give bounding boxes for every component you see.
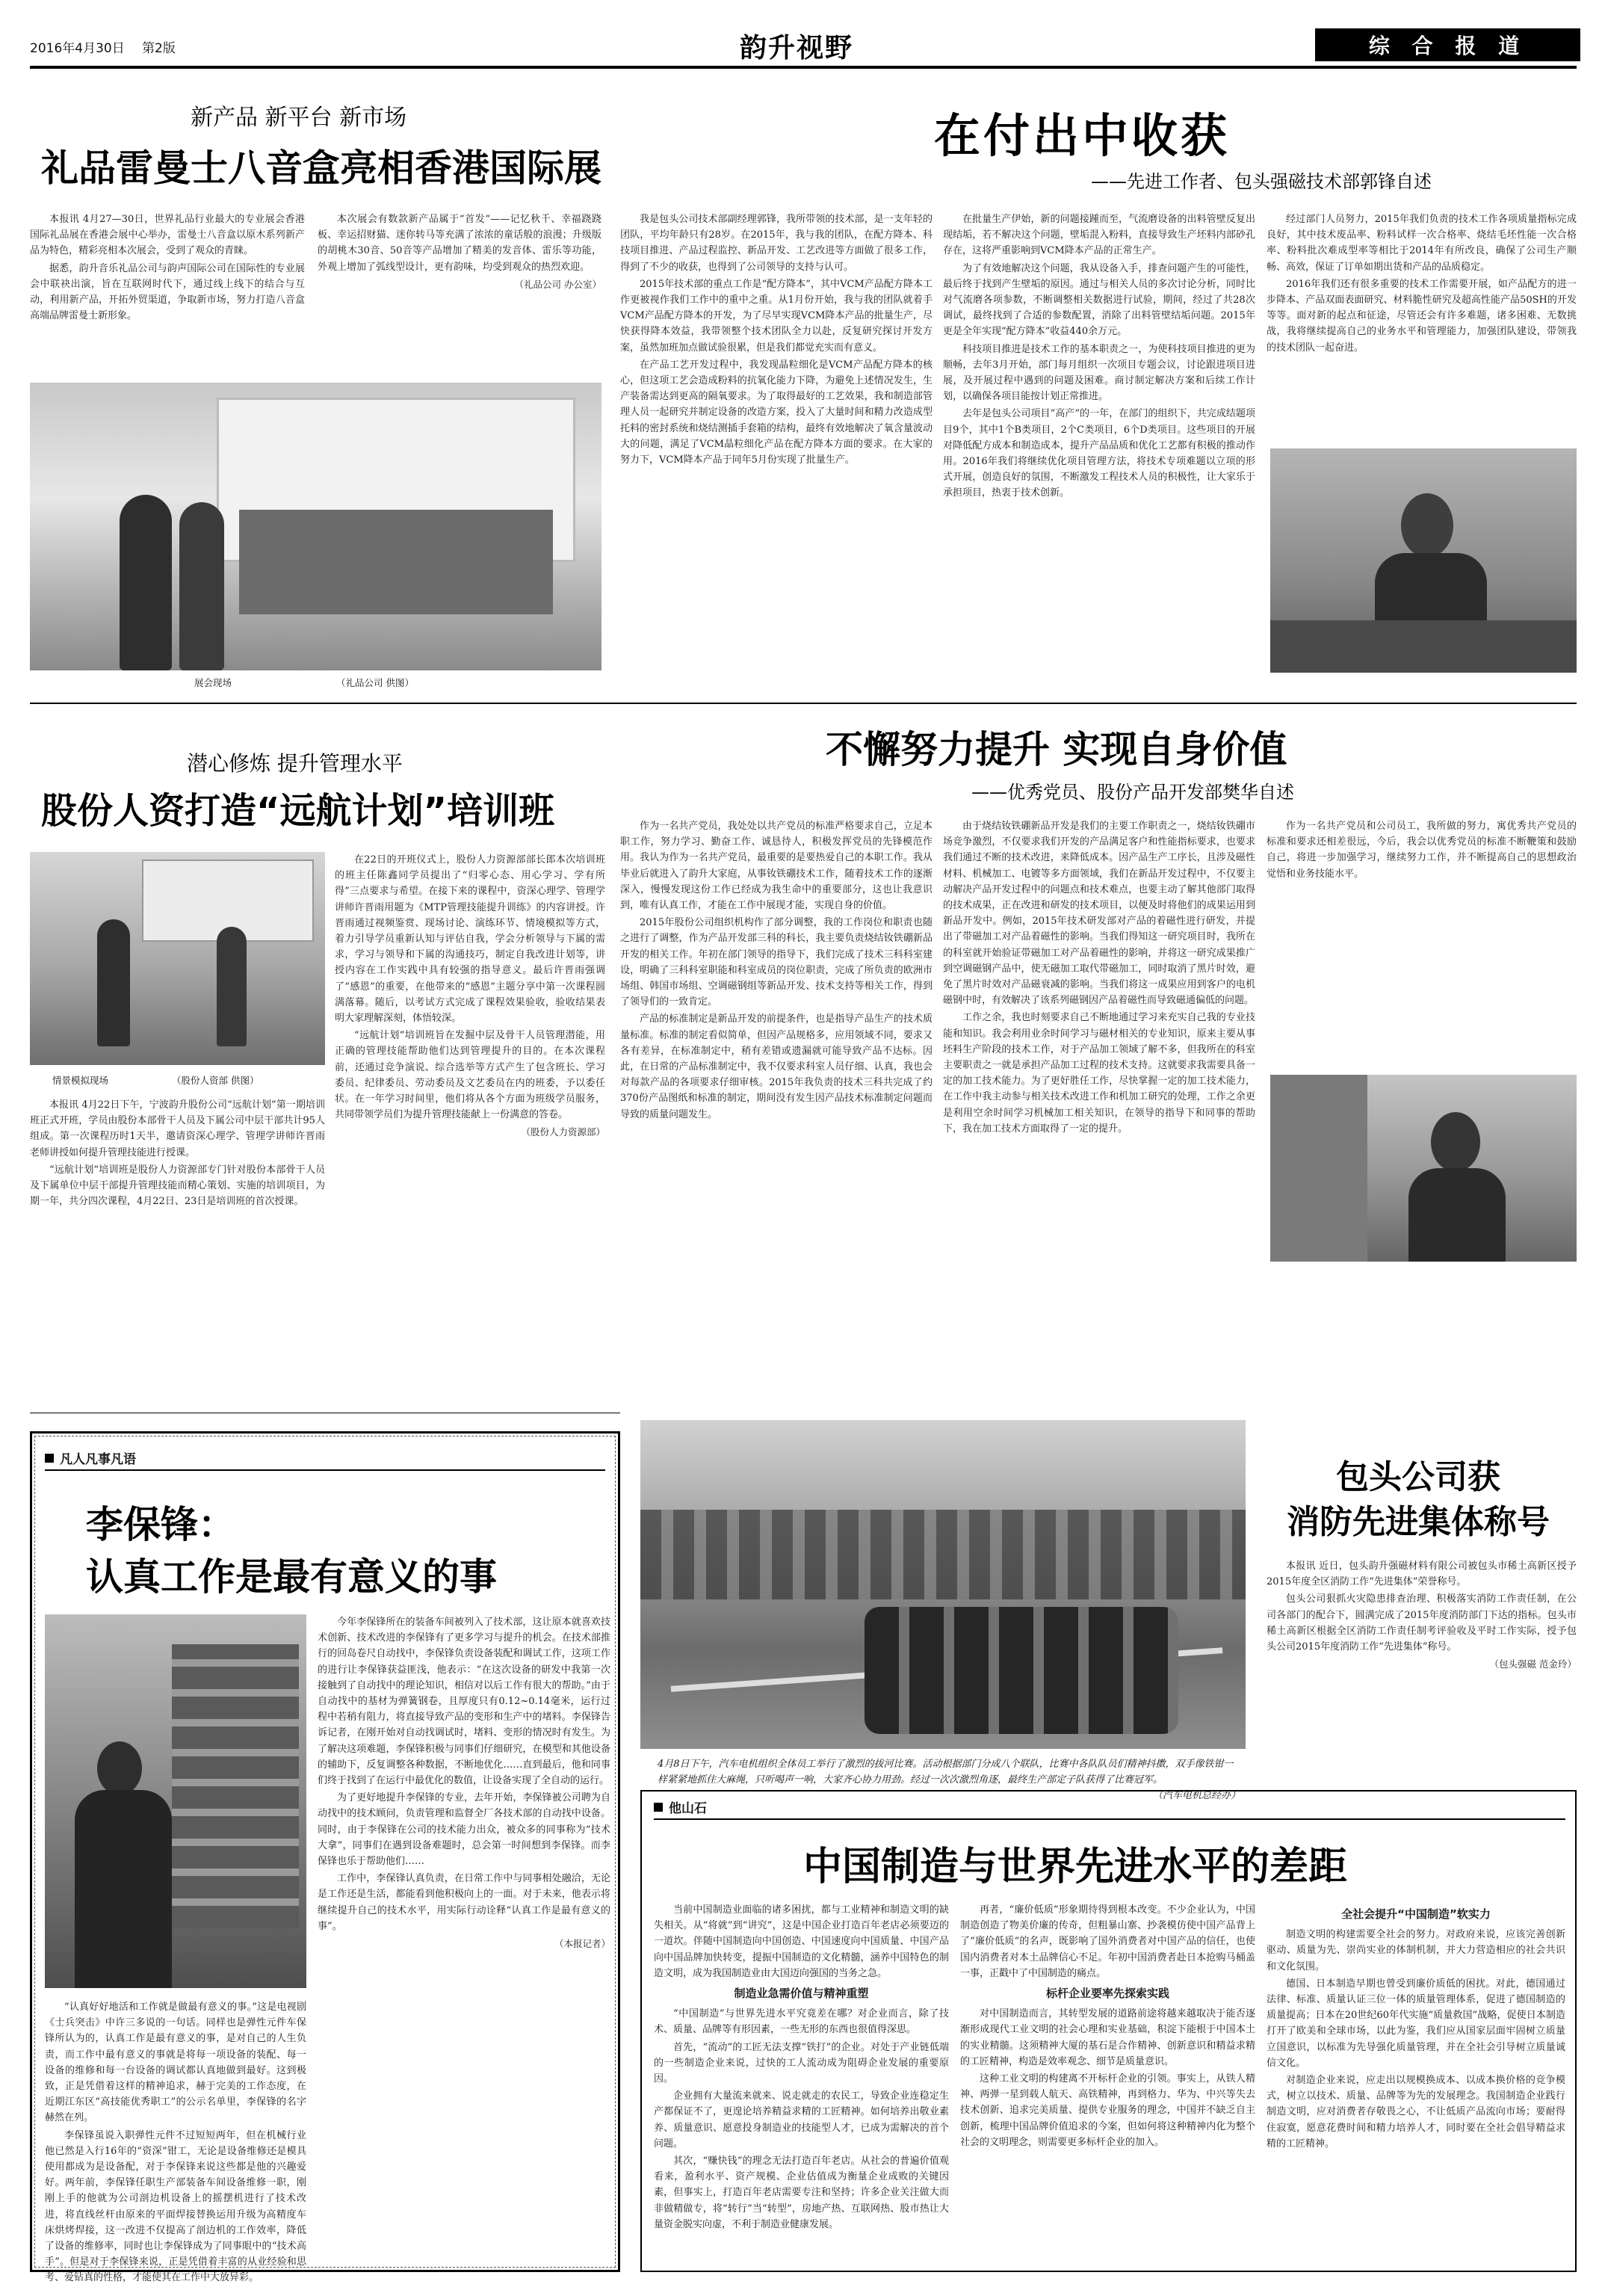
a3-paragraph: 在22日的开班仪式上，股份人力资源部部长郎本次培训班的班主任陈鑫同学员提出了“归零心态、用心学习、学有所得”三点要求与希望。在接下来的课程中，资深心理学、管理学讲师许晋雨用题为《MTP管理技能提升训练》的内容讲授。许晋雨通过视频鉴赏、现场讨论、演练环节、情境模拟等方式，着力引导学员重新认知与评估自我，学会分析领导与下属的需求，学习与领导和下属的沟通技巧，制定自我改进计划等，讲授内容在工作实践中具有较强的指导意义。最后许晋雨强调了“感恩”的重要，在他带来的“感恩”主题分享中第一次课程圆满落幕。随后，以考试方式完成了课程效果验收，验收结果表明大家理解深刻，体悟较深。 bbox=[335, 854, 605, 1025]
person-head bbox=[97, 1741, 142, 1795]
a4-col-2 bbox=[943, 818, 1255, 1401]
a1-paragraph: 据悉，韵升音乐礼品公司与韵声国际公司在国际性的专业展会中联袂出演，旨在互联网时代下，通过线上线下的结合与互动，利用新产品，开拓外贸渠道，争取新市场，努力打造八音盒高端品牌雷曼士新形象。 bbox=[30, 262, 305, 322]
a2-portrait-photo bbox=[1270, 448, 1577, 673]
a5-col-1 bbox=[45, 1999, 306, 2284]
a4-subtitle: ——优秀党员、股份产品开发部樊华自述 bbox=[971, 782, 1294, 803]
a2-col-1 bbox=[620, 212, 933, 675]
a4-col-1 bbox=[620, 818, 933, 1401]
a5-signature: （本报记者） bbox=[554, 1938, 610, 1950]
a3-paragraph: 本报讯 4月22日下午，宁波韵升股份公司“远航计划”第一期培训班正式开班，学员由股份本部骨干人员及下属公司中层干部共计95人组成。第一次课程历时1天半，邀请资深心理学、管理学讲师许晋雨老师讲授如何提升管理技能进行授课。 bbox=[30, 1099, 325, 1158]
a4-paragraph: 作为一名共产党员，我处处以共产党员的标准严格要求自己，立足本职工作，努力学习、勤奋工作、诚恳待人，积极发挥党员的先锋模范作用。我认为作为一名共产党员，最重要的是要热爱自己的本职工作。我从毕业后就进入了韵升大家庭，从事钕铁硼技术工作，随着技术工作的逐渐深入，慢慢发现这份工作已经成为我生命中的重要部分，这也让我意识到，唯有认真工作，才能在工作中展现才能，实现自身的价值。 bbox=[620, 821, 933, 912]
desk bbox=[1270, 620, 1577, 673]
a7-subhead: 标杆企业要率先探索实践 bbox=[1045, 1987, 1169, 2001]
a6-paragraph: 包头公司狠抓火灾隐患排查治理、积极落实消防工作责任制，在公司各部门的配合下，圆满完成了2015年度消防部门下达的指标。包头市稀土高新区根据全区消防工作责任制考评验收及平时工作实际，授予包头公司2015年度消防工作“先进集体”称号。 bbox=[1267, 1593, 1577, 1653]
edition-number: 第2版 bbox=[142, 41, 176, 56]
a6-signature: （包头强磁 范金玲） bbox=[1489, 1658, 1577, 1670]
a2-title: 在付出中收获 bbox=[934, 108, 1231, 163]
shelf bbox=[1270, 1075, 1367, 1262]
a7-section-label bbox=[654, 1797, 707, 1816]
a7-subhead: 全社会提升“中国制造”软实力 bbox=[1341, 1907, 1491, 1921]
a5-paragraph: 工作中，李保锋认真负责，在日常工作中与同事相处融洽，无论是工作还是生活，都能看到他积极向上的一面。对于未来，他表示将继续提升自己的技术水平，用实际行动诠释“认真工作是最有意义的事”。 bbox=[318, 1873, 610, 1932]
a4-paragraph: 产品的标准制定是新品开发的前提条件，也是指导产品生产的技术质量标准。标准的制定看似简单，但因产品规格多，应用领域不同，要求又各有差异，在标准制定中，稍有差错或遗漏就可能导致产品不达标。因此，在日常的产品标准制定中，我不仅要求科室人员仔细、认真，我也会对每款产品的各项要求仔细审核。2015年我负责的技术三科共完成了约370份产品图纸和标准的制定，期间没有发生因产品技术标准制定问题而导致的质量问题发生。 bbox=[620, 1013, 933, 1120]
a4-portrait-photo bbox=[1270, 1075, 1577, 1262]
visitor-figure bbox=[120, 495, 172, 670]
a1-paragraph: 本报讯 4月27—30日，世界礼品行业最大的专业展会香港国际礼品展在香港会展中心举办，雷曼士八音盒以原木系列新产品为特色，精彩亮相本次展会，受到了观众的青睐。 bbox=[30, 214, 305, 257]
machinery bbox=[172, 1644, 299, 1928]
a5-paragraph: 李保锋虽说入职弹性元件不过短短两年，但在机械行业他已然是入行16年的“资深”钳工，无论是设备维修还是模具使用都成为是设备配，对于李保锋来说这些都是他的兴趣爱好。两年前，李保锋任职生产部装备车间设备维修一职，刚刚上手的他就为公司剖边机设备上的摇摆机进行了技术改进，将直线丝杆由原来的平面焊接替换运用升级为高精度车床烘烤焊接，这一改进不仅提高了剖边机的工作效率，降低了设备的维修率，同时也让李保锋成为了同事眼中的“技术高手”。但是对于李保锋来说，正是凭借着丰富的从业经验和思考、爱钻真的性格，才能使其在工作中大放异彩。 bbox=[45, 2129, 306, 2284]
a7-paragraph: 其次，“赚快钱”的理念无法打造百年老店。从社会的普遍价值观看来，盈利水平、资产规模、企业估值成为衡量企业成败的关键因素，但事实上，打造百年老店需要专注和坚持；许多企业关注做大而非做精做专，将“转行”当“转型”，房地产热、互联网热、股市热让大量资金脱实向虚，不利于制造业健康发展。 bbox=[654, 2155, 949, 2230]
a7-paragraph: 当前中国制造业面临的诸多困扰，都与工业精神和制造文明的缺失相关。从“将就”到“讲究”，这是中国企业打造百年老店必须要迈的一道坎。伴随中国制造向中国创造、中国速度向中国质量、中国产品向中国品牌加快转变，提振中国制造的文化精髓，涵养中国特色的制造文明，成为我国制造业由大国迈向强国的当务之急。 bbox=[654, 1904, 949, 1979]
trainee-figure bbox=[217, 927, 247, 1046]
a1-kicker: 新产品 新平台 新市场 bbox=[191, 105, 407, 131]
a5-paragraph: 今年李保锋所在的装备车间被列入了技术部，这让原本就喜欢技术创新、技术改进的李保锋有了更多学习与提升的机会。在技术部推行的回岛卷尺自动找中，李保锋负责设备装配和调试工作，这项工作的进行让李保锋获益匪浅，他表示：“在这次设备的研发中我第一次接触到了自动找中的理论知识，相信对以后工作有很大的帮助。”由于自动找中的基材为弹簧钢卷，且厚度只有0.12~0.14毫米，运行过程中若稍有阻力，将直接导致产品的变形和生产中的堵料。李保锋告诉记者，在刚开始对自动找调试时，堵料、变形的情况时有发生。为了解决这项难题，李保锋积极与同事们仔细研究，在模型和其他设备的辅助下，反复调整各种数据，不断地优化……直到最后，他和同事们终于找到了在运行中最优化的数值，让设备实现了全自动的运行。 bbox=[318, 1617, 610, 1787]
a5-title-line-2: 认真工作是最有意义的事 bbox=[86, 1555, 497, 1599]
a3-paragraph: “远航计划”培训班旨在发掘中层及骨干人员管理潜能，用正确的管理技能帮助他们达到管理提升的目的。在本次课程前，还通过竞争演说、综合选举等方式产生了包含班长、学习委员、纪律委员、劳动委员及文艺委员在内的班委，予以委任状。在一年学习时间里，他们将从各个方面为班级学员服务，共同带领学员们为提升管理技能献上一份满意的答卷。 bbox=[335, 1030, 605, 1121]
a3-signature: （股份人力资源部） bbox=[521, 1126, 605, 1138]
a7-paragraph: 企业拥有大量流来就来、说走就走的农民工，导致企业连稳定生产都保证不了，更遑论培养精益求精的工匠精神。如何培养出敬业素养、质量意识、愿意投身制造业的技能型人才，已成为需解决的首个问题。 bbox=[654, 2090, 949, 2150]
a1-photo-credit: （礼品公司 供图） bbox=[336, 677, 414, 688]
tug-of-war-credit: （汽车电机总经办） bbox=[1152, 1790, 1240, 1801]
a5-section-text: 凡人凡事凡语 bbox=[60, 1452, 136, 1467]
person-head bbox=[1401, 493, 1453, 558]
a7-title: 中国制造与世界先进水平的差距 bbox=[803, 1845, 1348, 1889]
a2-paragraph: 2015年技术部的重点工作是“配方降本”，其中VCM产品配方降本工作更被视作我们工作中的重中之重。从1月份开始，我与我的团队就着手VCM产品配方降本的开发，为了尽早实现VCM降本产品的批量生产，尽快获得降本效益，我带领整个技术团队全力以赴，反复研究探讨开发方案，虽然加班加点做试验很累，但是我们都觉充实而有意义。 bbox=[620, 278, 933, 354]
a7-paragraph: 这种工业文明的构建离不开标杆企业的引领。事实上，从铁人精神、两弹一星到载人航天、高铁精神，再到格力、华为、中兴等失去技术创新、追求完美质量、提供专业服务的理念，中国并不缺乏自主创新，梳理中国品牌价值追求的今案，但如何将这种精神内化为整个社会的文明理念，则需要更多标杆企业的加入。 bbox=[960, 2073, 1255, 2148]
a5-paragraph: 为了更好地提升李保锋的专业，去年开始，李保锋被公司聘为自动找中的技术顾问，负责管理和监督全厂各技术部的自动找中设备。同时，由于李保锋在公司的技术能力出众，被众多的同事称为“技术大拿”，同事们在遇到设备难题时，总会第一时间想到李保锋。而李保锋也乐于帮助他们…… bbox=[318, 1792, 610, 1868]
visitor-figure bbox=[179, 502, 224, 670]
a1-col-1 bbox=[30, 212, 305, 372]
masthead: 韵升视野 bbox=[740, 33, 854, 64]
a6-paragraph: 本报讯 近日，包头韵升强磁材料有限公司被包头市稀土高新区授予2015年度全区消防工作“先进集体”荣誉称号。 bbox=[1267, 1561, 1577, 1588]
a3-col-1 bbox=[30, 1097, 325, 1400]
crowd bbox=[640, 1510, 1246, 1599]
tug-of-war-photo bbox=[640, 1420, 1246, 1749]
a6-title-line-2: 消防先进集体称号 bbox=[1287, 1503, 1550, 1541]
team-members bbox=[865, 1607, 1178, 1734]
person-body bbox=[75, 1790, 172, 1988]
a7-col-1 bbox=[654, 1902, 949, 2265]
trainee-figure bbox=[97, 919, 130, 1046]
a7-paragraph: 对中国制造而言，其转型发展的道路前途将越来越取决于能否逐渐形成现代工业文明的社会心理和实业基础，积淀下能根于中国本土的实业精髓。这须精神大厦的基石是合作精神、创新意识和精益求精的工匠精神，构造是效率观念、细节是质量意识。 bbox=[960, 2008, 1255, 2067]
a4-paragraph: 由于烧结钕铁硼新品开发是我们的主要工作职责之一，烧结钕铁硼市场竞争激烈，不仅要求我们开发的产品满足客户和性能指标要求，也要求我们通过不断的技术改进，来降低成本。因产品生产工序长，且涉及磁性材料、机械加工、电镀等多方面领域，我们在新品开发过程中，不仅要主动解决产品开发过程中的问题点和技术难点，也要主动了解其他部门取得的技术成果，正在改进和研发的技术项目，以便及时将他们的成果运用到新品开发中。例如，2015年技术研发部对产品的着磁性进行研发，并提出了带磁加工对产品着磁性的影响。当我们得知这一研究项目时，我所在的科室就开始验证带磁加工对产品着磁性的影响，并将这一研究成果推广到空调磁钢产品中，使无磁加工取代带磁加工，同时取消了黑片时效，避免了黑片时效对产品磁衰减的影响。当我们将这一成果应用到客户的电机磁钢中时，有效解决了该系列磁钢因产品着磁性而导致磁通偏低的问题。 bbox=[943, 821, 1255, 1007]
a7-paragraph: 首先，“流动”的工匠无法支撑“铁打”的企业。对处于产业链低端的一些制造企业来说，过快的工人流动成为阻碍企业发展的重要原因。 bbox=[654, 2041, 949, 2085]
a1-col-2 bbox=[318, 212, 601, 372]
a2-paragraph: 为了有效地解决这个问题，我从设备入手，排查问题产生的可能性，最后终于找到产生壁垢的原因。通过与相关人员的多次讨论分析，同时比对气流磨各项参数，不断调整相关数据进行试验，期间，经过了共28次调试，最终找到了合适的参数配置，消除了出料管壁结垢问题。2015年更是全年实现“配方降本”收益440余万元。 bbox=[943, 262, 1255, 338]
a1-signature: （礼品公司 办公室） bbox=[514, 278, 601, 290]
page-header bbox=[30, 21, 1577, 64]
a6-body bbox=[1267, 1558, 1577, 1753]
a7-section-rule bbox=[654, 1818, 1565, 1820]
a3-training-photo bbox=[30, 852, 325, 1065]
a4-title: 不懈努力提升 实现自身价值 bbox=[826, 728, 1287, 771]
a4-paragraph: 2015年股份公司组织机构作了部分调整，我的工作岗位和职责也随之进行了调整，作为产品开发部三科的科长，我主要负责烧结钕铁硼新品开发的相关工作。年初在部门领导的指导下，我们完成了技术三科科室建设，明确了三科科室职能和科室成员的岗位职责，完成了所负责的欧洲市场组、韩国市场组、空调磁钢组等新品开发、技术支持等相关工作，得到了领导们的一致肯定。 bbox=[620, 917, 933, 1008]
a7-paragraph: 再者，“廉价低质”形象期待得到根本改变。不少企业认为，中国制造创造了物美价廉的传奇，但粗暴山寨、抄袭模仿使中国产品背上了“廉价低质”的名声，既影响了国外消费者对中国产品的信任，也使国内消费者对本土品牌信心不足。年初中国消费者赴日本抢购马桶盖一事，正戳中了中国制造的痛点。 bbox=[960, 1904, 1255, 1979]
a2-col-2 bbox=[943, 212, 1255, 675]
a2-paragraph: 在批量生产伊始，新的问题接踵而至，气流磨设备的出料管壁反复出现结垢，若不解决这个问题，壁垢混入粉料，直接导致生产坯料内部砂孔存在，这将严重影响到VCM降本产品的正常生产。 bbox=[943, 214, 1255, 257]
a3-photo-credit: （股份人资部 供图） bbox=[172, 1075, 259, 1086]
display-shelf bbox=[239, 510, 553, 614]
a3-title: 股份人资打造“远航计划”培训班 bbox=[41, 790, 555, 832]
a7-paragraph: “中国制造”与世界先进水平究竟差在哪？对企业而言，除了技术、质量、品牌等有形因素，一些无形的东西也很值得深思。 bbox=[654, 2008, 949, 2036]
a5-section-rule bbox=[45, 1469, 605, 1471]
section-square-icon bbox=[45, 1454, 54, 1463]
a2-paragraph: 经过部门人员努力，2015年我们负责的技术工作各项质量指标完成良好，其中技术废品率、粉料试样一次合格率、烧结毛坯性能一次合格率、粉料批次难成型率等相比于2014年有所改良，确保了公司生产顺畅、高效，保证了订单如期出货和产品的品质稳定。 bbox=[1267, 214, 1577, 273]
a5-col-2 bbox=[318, 1614, 610, 2261]
a7-col-2 bbox=[960, 1902, 1255, 2265]
a1-paragraph: 本次展会有数款新产品属于“首发”——记忆秋千、幸福跷跷板、幸运招财猫、迷你转马等充满了浓浓的童话般的浪漫；升级版的胡桃木30音、50音等产品增加了精美的发音体、雷乐等功能，外观上增加了弧线型设计，更有韵味，均受到观众的热烈欢迎。 bbox=[318, 214, 601, 273]
a7-paragraph: 制造文明的构建需要全社会的努力。对政府来说，应该完善创新驱动、质量为先、崇尚实业的体制机制，并大力营造相应的社会共识和文化氛围。 bbox=[1267, 1929, 1565, 1972]
a7-paragraph: 德国、日本制造早期也曾受到廉价质低的困扰。对此，德国通过法律、标准、质量认证三位一体的质量管理体系，促进了德国制造的质量提高；日本在20世纪60年代实施“质量救国”战略，促使日本制造打开了欧美和全球市场，以此为鉴，我们应从国家层面牢固树立质量立国意识，以标准为先导强化质量管理，并在全社会引导树立质量诚信文化。 bbox=[1267, 1978, 1565, 2069]
a3-photo-caption: 情景模拟现场 bbox=[52, 1075, 109, 1086]
section-banner-text: 综 合 报 道 bbox=[1368, 34, 1527, 58]
a7-col-3 bbox=[1267, 1902, 1565, 2265]
a4-paragraph: 工作之余，我也时刻要求自己不断地通过学习来充实自己我的专业技能和知识。我会利用业余时间学习与磁材相关的专业知识，原来主要从事坯料生产阶段的技术工作，对于产品加工领域了解不多，但我所在的科室主要职责之一就是承担产品加工过程的技术支持。这就要求我需要具备一定的加工技术能力。为了更好胜任工作，尽快掌握一定的加工技术能力，在工作中我主动参与相关技术改进工作和机加工研究的处理，工作之余更是利用空余时间学习机械加工相关知识，在领导的指导下和同事的帮助下，我在加工技术方面取得了一定的提升。 bbox=[943, 1012, 1255, 1135]
a5-title-line-1: 李保锋： bbox=[86, 1503, 235, 1546]
header-rule bbox=[30, 66, 1577, 69]
tug-of-war-caption-text: 4月8日下午，汽车电机组织全体员工举行了激烈的拔河比赛。活动根据部门分成八个联队，比赛中各队队员们精神抖擞，双手像铁钳一样紧紧地抓住大麻绳，只听喝声一响，大家齐心协力用劲。经过一次次激烈角逐，最终生产部定子队获得了比赛冠军。 bbox=[658, 1759, 1234, 1786]
a2-paragraph: 去年是包头公司项目“高产”的一年，在部门的组织下，共完成结题项目9个，其中1个B类项目，2个C类项目，6个D类项目。这些项目的开展对降低配方成本和制造成本，提升产品品质和优化工艺都有积极的推动作用。2016年我们将继续优化项目管理方法，将技术专项难题以立项的形式开展，创造良好的氛围，不断激发工程技术人员的积极性，让大家乐于承担项目，热衷于技术创新。 bbox=[943, 408, 1255, 499]
a1-photo-caption: 展会现场 bbox=[194, 677, 232, 688]
a1-title: 礼品雷曼士八音盒亮相香港国际展 bbox=[41, 146, 601, 190]
a1-exhibition-photo bbox=[30, 383, 601, 670]
a5-worker-photo bbox=[45, 1614, 306, 1988]
a2-subtitle: ——先进工作者、包头强磁技术部郭锋自述 bbox=[1091, 171, 1432, 192]
a7-section-text: 他山石 bbox=[669, 1801, 707, 1816]
column-rule bbox=[30, 703, 1577, 704]
a2-paragraph: 在产品工艺开发过程中，我发现晶粒细化是VCM产品配方降本的核心，但这项工艺会造成粉料的抗氧化能力下降，为避免上述情况发生，生产装备需达到更高的隔氧要求。为了取得最好的工艺效果，我和制造部管理人员一起研究并制定设备的改造方案，投入了大量时间和精力改造成型托料的密封系统和烧结测插手套箱的结构，最终有效地解决了氧含量波动大的问题，满足了VCM晶粒细化产品在配方降本方面的要求。在大家的努力下，VCM降本产品于同年5月份实现了批量生产。 bbox=[620, 359, 933, 466]
a2-paragraph: 我是包头公司技术部副经理郭锋，我所带领的技术部，是一支年轻的团队，平均年龄只有28岁。在2015年，我与我的团队，在配方降本、科技项目推进、产品过程监控、新品开发、工艺改进等方面做了很多工作，得到了不少的收获，也得到了公司领导的支持与认可。 bbox=[620, 214, 933, 273]
a5-section-label bbox=[45, 1448, 136, 1467]
a4-col-3 bbox=[1267, 818, 1577, 1069]
a2-paragraph: 科技项目推进是技术工作的基本职责之一，为使科技项目推进的更为顺畅，去年3月开始，部门每月组织一次项目专题会议，讨论跟进项目进展，及开展过程中遇到的问题及困难。商讨制定解决方案和后续工作计划，以确保各项目能按计划正常推进。 bbox=[943, 343, 1255, 403]
section-banner bbox=[1315, 28, 1580, 61]
a3-col-2 bbox=[335, 852, 605, 1401]
a3-paragraph: “远航计划”培训班是股份人力资源部专门针对股份本部骨干人员及下属单位中层干部提升管理技能而精心策划、实施的培训项目，为期一年，共分四次课程，4月22日、23日是培训班的首次授课。 bbox=[30, 1164, 325, 1208]
person-body bbox=[1408, 1168, 1506, 1262]
a3-kicker: 潜心修炼 提升管理水平 bbox=[187, 751, 403, 776]
a4-paragraph: 作为一名共产党员和公司员工，我所做的努力，寓优秀共产党员的标准和要求还相差很远，今后，我会以优秀党员的标准不断鞭策和鼓励自己，将进一步加强学习，继续努力工作，并不断提高自己的思想政治觉悟和业务技能水平。 bbox=[1267, 821, 1577, 880]
a7-paragraph: 对制造企业来说，应走出以规模换成本、以成本换价格的竞争模式，树立以技术、质量、品牌等为先的发展理念。我国制造企业践行制造文明，应对消费者存敬畏之心，不让低质产品流向市场；要耐得住寂寞，愿意花费时间和精力培养人才，同时要在全社会倡导精益求精的工匠精神。 bbox=[1267, 2075, 1565, 2150]
a7-subhead: 制造业急需价值与精神重塑 bbox=[734, 1987, 869, 2001]
section-square-icon bbox=[654, 1803, 663, 1812]
a2-col-3 bbox=[1267, 212, 1577, 439]
issue-date: 2016年4月30日 bbox=[30, 41, 125, 56]
person-head bbox=[1431, 1112, 1480, 1172]
a2-paragraph: 2016年我们还有很多重要的技术工作需要开展，如产品配方的进一步降本、产品双面表面研究、材料脆性研究及超高性能产品50SH的开发等等。面对新的起点和征途，尽管还会有许多难题，诸多困难、无数挑战，我将继续提高自己的业务水平和管理能力，加强团队建设，带领我的技术团队一起奋进。 bbox=[1267, 278, 1577, 354]
a5-paragraph: “认真好好地活和工作就是做最有意义的事。”这是电视剧《士兵突击》中许三多说的一句话。同样也是弹性元件车保锋所认为的，认真工作是最有意义的事，是对自己的人生负责，而工作中最有意义的事就是将每一项设备的装配、每一设备的维修和每一台设备的调试都认真地做到最好。这到极致，正是凭借着这样的精神追求，赫于完美的工作态度，在近期江东区“高技能优秀职工”的公示名单里，李保锋的名字赫然在列。 bbox=[45, 2002, 306, 2124]
a6-title-line-1: 包头公司获 bbox=[1336, 1458, 1500, 1496]
